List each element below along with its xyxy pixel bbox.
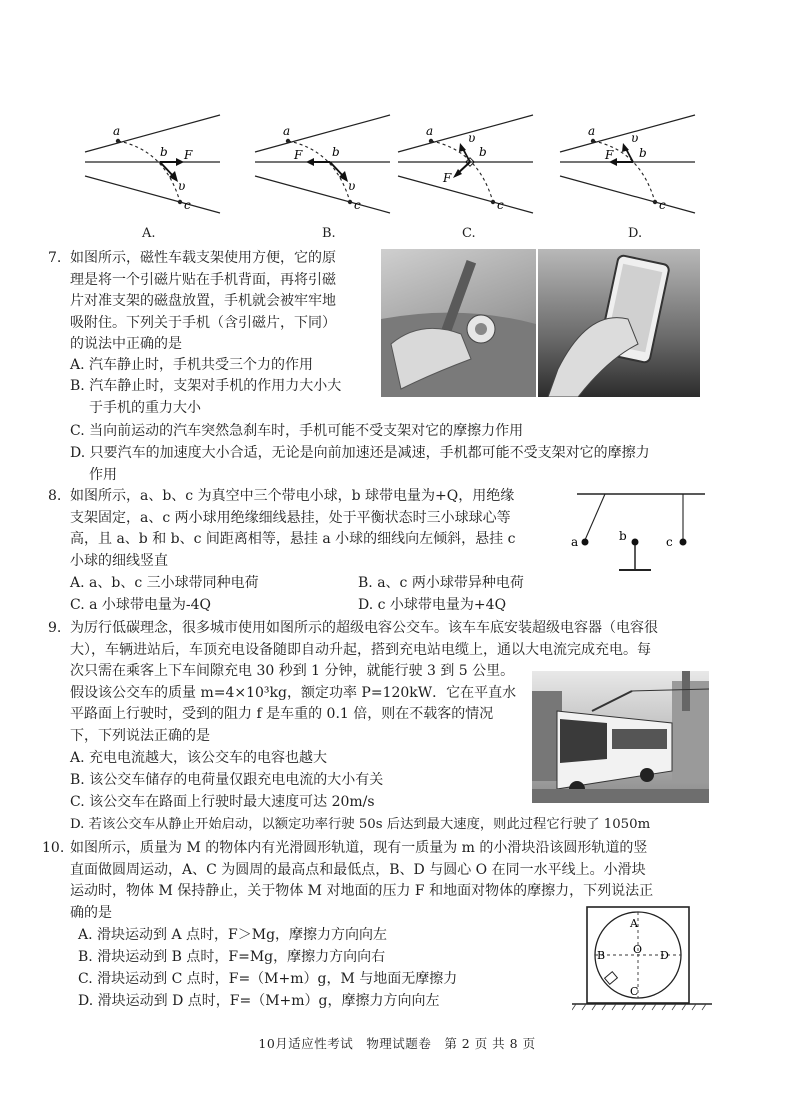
option-key: C. <box>70 423 85 439</box>
option-key: D. <box>70 817 85 832</box>
diagram-c <box>393 110 543 220</box>
option-text: a、b、c 三小球带同种电荷 <box>89 575 259 591</box>
label-b: b <box>479 145 487 159</box>
label-c: c <box>354 198 361 212</box>
q10-stem-line: 运动时，物体 M 保持静止，关于物体 M 对地面的压力 F 和地面对物体的摩擦力，下列说法正 <box>70 883 654 899</box>
option-key: B. <box>70 772 85 788</box>
option-key: D. <box>78 993 94 1009</box>
q8-option-d <box>358 595 506 617</box>
label-c: c <box>666 535 673 549</box>
option-key: C. <box>70 794 85 810</box>
caption-a: A. <box>142 226 156 241</box>
option-text: c 小球带电量为+4Q <box>377 597 507 613</box>
q10-option-b <box>78 947 385 969</box>
option-text: 滑块运动到 B 点时，F=Mg，摩擦力方向向右 <box>97 949 386 965</box>
q10-option-c <box>78 969 457 991</box>
label-a: a <box>113 124 121 138</box>
label-a: a <box>588 124 596 138</box>
label-v: υ <box>468 131 476 145</box>
q9-number: 9. <box>48 620 62 636</box>
q10-stem-line: 确的是 <box>70 904 112 921</box>
q7-option-d <box>70 443 650 486</box>
q10-stem-line: 直面做圆周运动，A、C 为圆周的最高点和最低点，B、D 与圆心 O 在同一水平线上。小滑块 <box>70 861 646 878</box>
option-key: A. <box>70 357 85 373</box>
q10-option-d <box>78 991 440 1013</box>
label-B: B <box>597 949 606 962</box>
q8-stem <box>70 486 515 572</box>
label-a: a <box>571 535 579 549</box>
q10-number: 10. <box>42 840 65 856</box>
option-text: 于手机的重力大小 <box>89 399 201 416</box>
option-text: a、c 两小球带异种电荷 <box>377 575 524 591</box>
label-O: O <box>633 943 643 956</box>
option-text: 滑块运动到 C 点时，F=（M+m）g，M 与地面无摩擦力 <box>97 971 458 987</box>
label-C: C <box>630 985 639 998</box>
caption-d: D. <box>628 226 643 241</box>
charged-spheres-diagram <box>565 488 715 583</box>
option-key: A. <box>70 750 85 766</box>
q9-option-b <box>70 770 383 792</box>
label-F: F <box>443 171 452 185</box>
q10-stem <box>70 838 653 924</box>
option-key: B. <box>78 949 93 965</box>
label-v: υ <box>178 179 186 193</box>
option-key: A. <box>78 927 93 943</box>
option-text: 充电电流越大，该公交车的电容也越大 <box>89 750 328 766</box>
q9-stem-line: 下，下列说法正确的是 <box>70 727 210 744</box>
option-text: 当向前运动的汽车突然急刹车时，手机可能不受支架对它的摩擦力作用 <box>89 423 524 439</box>
q10-option-a <box>78 925 387 947</box>
q8-option-a <box>70 573 259 595</box>
label-v: υ <box>348 179 356 193</box>
q9-stem-line: 为厉行低碳理念，很多城市使用如图所示的超级电容公交车。该车车底安装超级电容器（电容很 <box>70 620 658 636</box>
q9-option-c <box>70 792 375 814</box>
circular-track-diagram <box>572 904 712 1016</box>
label-A: A <box>630 917 638 930</box>
q7-stem-line: 如图所示，磁性车载支架使用方便，它的原 <box>70 250 336 266</box>
option-text: 汽车静止时，手机共受三个力的作用 <box>89 357 314 373</box>
label-c: c <box>184 198 191 212</box>
option-key: A. <box>70 575 85 591</box>
q7-number: 7. <box>48 250 62 266</box>
q7-option-a <box>70 355 313 377</box>
label-b: b <box>160 145 168 159</box>
label-a: a <box>283 124 291 138</box>
option-key: B. <box>70 378 85 394</box>
q8-option-c <box>70 595 211 617</box>
q8-stem-line: 支架固定，a、c 两小球用绝缘细线悬挂，处于平衡状态时三小球球心等 <box>70 509 511 526</box>
q8-stem-line: 小球的细线竖直 <box>70 552 168 569</box>
page-footer: 10月适应性考试 物理试题卷 第 2 页 共 8 页 <box>258 1036 536 1051</box>
option-text: 只要汽车的加速度大小合适，无论是向前加速还是减速，手机都可能不受支架对它的摩擦力 <box>89 445 650 461</box>
diagram-d <box>555 110 705 220</box>
caption-b: B. <box>322 226 336 241</box>
label-b: b <box>639 146 647 160</box>
car-mount-photo-2 <box>538 249 700 397</box>
q8-stem-line: 高，且 a、b 和 b、c 间距离相等，悬挂 a 小球的细线向左倾斜，悬挂 c <box>70 531 516 547</box>
option-key: D. <box>358 597 374 613</box>
option-text: 该公交车储存的电荷量仅跟充电电流的大小有关 <box>89 772 384 788</box>
option-text: a 小球带电量为-4Q <box>89 597 212 613</box>
label-F: F <box>605 148 614 162</box>
q9-option-d <box>70 814 650 836</box>
q7-stem-line: 片对准支架的磁盘放置，手机就会被牢牢地 <box>70 293 336 309</box>
motion-diagrams <box>80 110 680 230</box>
label-c: c <box>497 198 504 212</box>
option-key: B. <box>358 575 373 591</box>
label-D: D <box>660 949 669 962</box>
q8-number: 8. <box>48 488 62 504</box>
q9-option-a <box>70 748 327 770</box>
q7-stem-line: 吸附住。下列关于手机（含引磁片，下同） <box>70 314 336 331</box>
option-text: 汽车静止时，支架对手机的作用力大小大 <box>89 378 342 394</box>
label-b: b <box>332 145 340 159</box>
caption-c: C. <box>462 226 476 241</box>
q8-option-b <box>358 573 524 595</box>
q7-option-b <box>70 376 341 419</box>
label-b: b <box>619 529 627 543</box>
q10-stem-line: 如图所示，质量为 M 的物体内有光滑圆形轨道，现有一质量为 m 的小滑块沿该圆形轨道的竖 <box>70 840 648 856</box>
label-F: F <box>184 148 193 162</box>
label-c: c <box>659 198 666 212</box>
q9-stem-line: 假设该公交车的质量 m=4×10³kg，额定功率 P=120kW．它在平直水 <box>70 684 517 701</box>
option-key: C. <box>70 597 85 613</box>
diagram-a <box>80 110 230 220</box>
option-key: D. <box>70 445 86 461</box>
label-a: a <box>426 124 434 138</box>
q7-option-c <box>70 421 523 443</box>
label-v: υ <box>631 131 639 145</box>
option-text: 该公交车在路面上行驶时最大速度可达 20m/s <box>89 794 375 810</box>
q8-stem-line: 如图所示，a、b、c 为真空中三个带电小球，b 球带电量为+Q，用绝缘 <box>70 488 515 504</box>
q9-stem-line: 大），车辆进站后，车顶充电设备随即自动升起，搭到充电站电缆上，通以大电流完成充电。每 <box>70 641 651 658</box>
option-text: 若该公交车从静止开始启动，以额定功率行驶 50s 后达到最大速度，则此过程它行驶了 1050m <box>88 817 651 832</box>
option-text: 滑块运动到 A 点时，F＞Mg，摩擦力方向向左 <box>97 927 388 943</box>
q7-stem-line: 的说法中正确的是 <box>70 336 182 352</box>
q9-stem-line: 平路面上行驶时，受到的阻力 f 是车重的 0.1 倍，则在不载客的情况 <box>70 706 494 722</box>
q7-stem <box>70 248 336 356</box>
option-text: 滑块运动到 D 点时，F=（M+m）g，摩擦力方向向左 <box>97 993 440 1009</box>
q7-stem-line: 理是将一个引磁片贴在手机背面，再将引磁 <box>70 271 336 288</box>
label-F: F <box>294 148 303 162</box>
option-text: 作用 <box>89 466 117 483</box>
option-key: C. <box>78 971 93 987</box>
q9-stem-line: 次只需在乘客上下车间隙充电 30 秒到 1 分钟，就能行驶 3 到 5 公里。 <box>70 663 515 679</box>
bus-photo <box>532 671 709 803</box>
diagram-b <box>250 110 400 220</box>
car-mount-photo-1 <box>381 249 536 397</box>
